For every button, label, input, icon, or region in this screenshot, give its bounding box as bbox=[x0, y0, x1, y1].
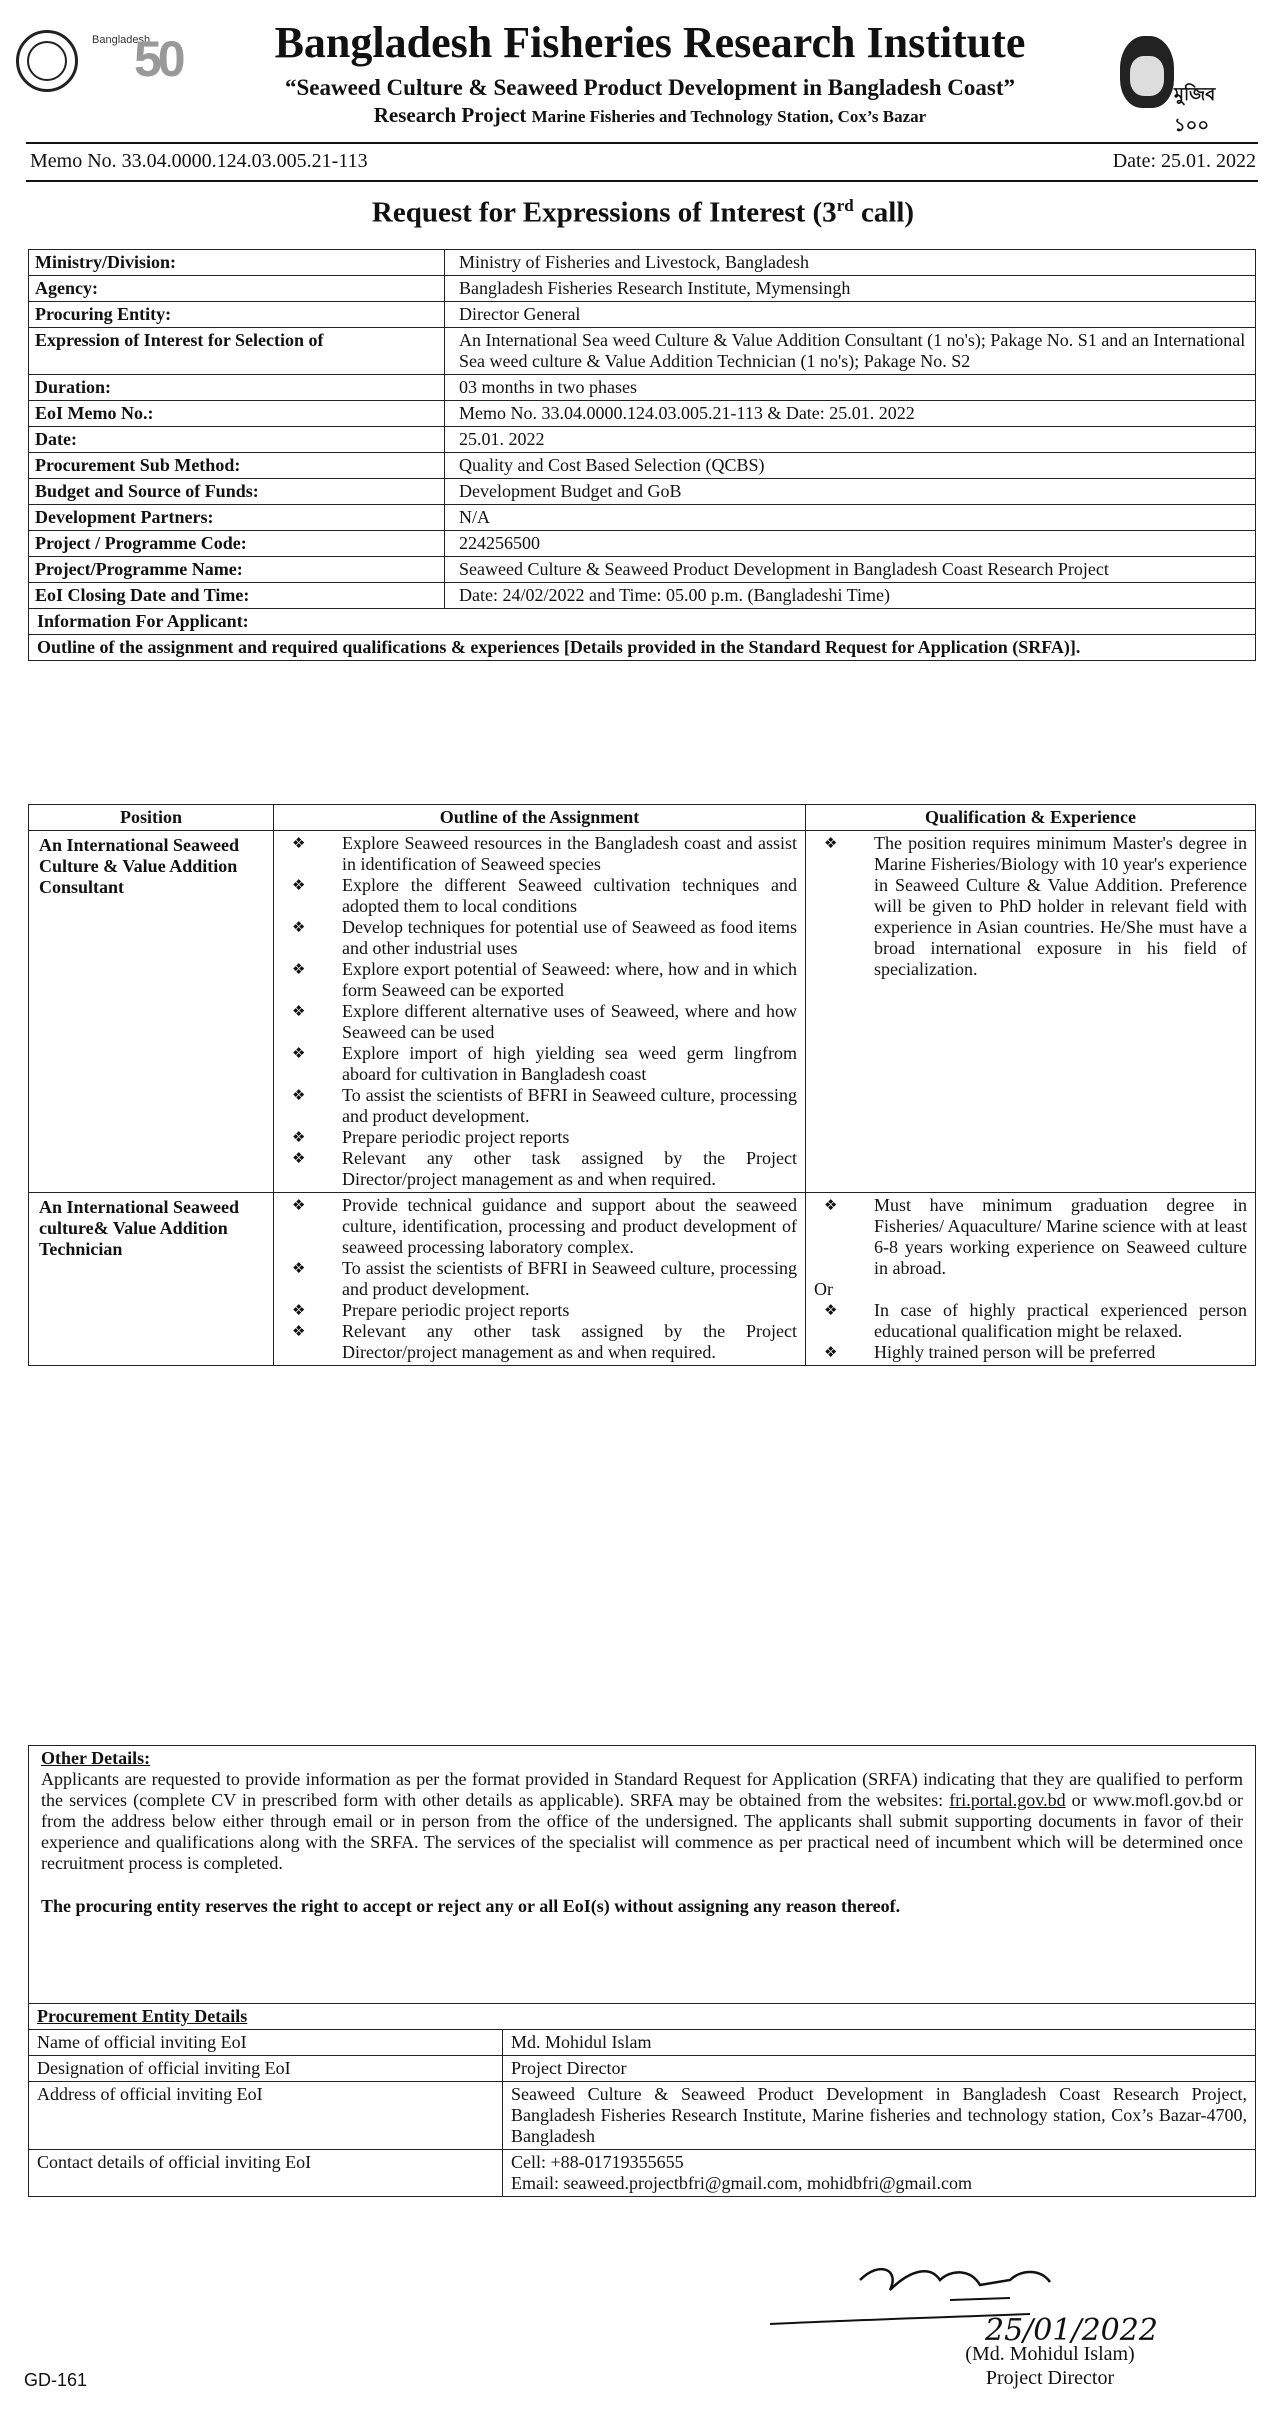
detail-label: Budget and Source of Funds: bbox=[29, 479, 445, 505]
reservation-note: The procuring entity reserves the right to accept or reject any or all EoI(s) without assigning any reason thereof. bbox=[41, 1896, 901, 1916]
detail-label: Project / Programme Code: bbox=[29, 531, 445, 557]
detail-value: Development Budget and GoB bbox=[445, 479, 1256, 505]
detail-value: Ministry of Fisheries and Livestock, Bangladesh bbox=[445, 250, 1256, 276]
bangladesh-50-logo: Bangladesh 50 bbox=[92, 31, 182, 87]
detail-value: N/A bbox=[445, 505, 1256, 531]
detail-label: EoI Closing Date and Time: bbox=[29, 583, 445, 609]
entity-row bbox=[29, 2150, 1256, 2197]
eoi-details-table bbox=[28, 249, 1256, 661]
positions-table bbox=[28, 804, 1256, 1366]
qualification-item: ❖ Highly trained person will be preferred bbox=[814, 1342, 1247, 1363]
outline-item: ❖ To assist the scientists of BFRI in Seaweed culture, processing and product development. bbox=[282, 1258, 797, 1300]
other-details bbox=[28, 1745, 1256, 2003]
entity-row bbox=[29, 2056, 1256, 2082]
project-station: Research Project Marine Fisheries and Technology Station, Cox’s Bazar bbox=[373, 103, 927, 127]
col-outline: Outline of the Assignment bbox=[274, 805, 806, 831]
signatory-designation: Project Director bbox=[985, 2367, 1115, 2389]
memo-date: Date: 25.01. 2022 bbox=[1112, 150, 1256, 172]
entity-value: Project Director bbox=[511, 2058, 627, 2078]
signatory-name: (Md. Mohidul Islam) bbox=[965, 2343, 1135, 2365]
detail-value: Bangladesh Fisheries Research Institute, Mymensingh bbox=[445, 276, 1256, 302]
other-details-heading: Other Details: bbox=[41, 1748, 151, 1768]
col-qualification: Qualification & Experience bbox=[806, 805, 1256, 831]
outline-item: ❖ Explore different alternative uses of Seaweed, where and how Seaweed can be used bbox=[282, 1001, 797, 1043]
outline-item: ❖ Explore import of high yielding sea weed germ lingfrom aboard for cultivation in Bangladesh coast bbox=[282, 1043, 797, 1085]
detail-label: Project/Programme Name: bbox=[29, 557, 445, 583]
outline-item: ❖ Develop techniques for potential use of Seaweed as food items and other industrial uses bbox=[282, 917, 797, 959]
detail-value: 25.01. 2022 bbox=[445, 427, 1256, 453]
outline-item: ❖ Explore export potential of Seaweed: where, how and in which form Seaweed can be exported bbox=[282, 959, 797, 1001]
entity-value-cell bbox=[503, 2082, 1256, 2150]
entity-value: Seaweed Culture & Seaweed Product Development in Bangladesh Coast Research Project, Bangladesh Fisheries Research Institute, Marine fisheries and technology station, Cox’s Bazar-4700, Bangladesh bbox=[511, 2084, 1247, 2146]
detail-value: 03 months in two phases bbox=[445, 375, 1256, 401]
detail-label: Expression of Interest for Selection of bbox=[29, 328, 445, 375]
outline-item: ❖ Explore Seaweed resources in the Bangladesh coast and assist in identification of Seaweed species bbox=[282, 833, 797, 875]
detail-row bbox=[29, 583, 1256, 609]
qualification-cell bbox=[806, 1193, 1256, 1366]
entity-value: Md. Mohidul Islam bbox=[511, 2032, 652, 2052]
detail-row bbox=[29, 453, 1256, 479]
qualification-cell bbox=[806, 831, 1256, 1193]
signature-date: 25/01/2022 bbox=[985, 2313, 1158, 2348]
outline-item: ❖ Provide technical guidance and support about the seaweed culture, identification, processing and product development of seaweed processing laboratory complex. bbox=[282, 1195, 797, 1258]
mujib-100-logo: মুজিব ১০০ bbox=[1118, 32, 1214, 120]
other-details-body: Applicants are requested to provide information as per the format provided in Standard Request for Application (SRFA) indicating that they are qualified to perform the services (complete CV in prescribed form with other details as applicable). SRFA may be obtained from the websites: fri.portal.gov.bd or www.mofl.gov.bd or from the address below either through email or in person from the office of the undersigned. The applicants shall submit supporting documents in favor of their experience and qualifications along with the SRFA. The services of the specialist will commence as per practical need of incumbent which will be determined once recruitment process is completed. bbox=[41, 1769, 1243, 1873]
letterhead bbox=[0, 0, 1286, 140]
procurement-entity-heading: Procurement Entity Details bbox=[29, 2004, 1256, 2030]
bfri-logo bbox=[16, 30, 78, 92]
detail-row bbox=[29, 276, 1256, 302]
entity-row bbox=[29, 2082, 1256, 2150]
detail-row bbox=[29, 531, 1256, 557]
entity-value: Cell: +88-01719355655 bbox=[511, 2152, 684, 2172]
detail-row bbox=[29, 505, 1256, 531]
institute-title: Bangladesh Fisheries Research Institute bbox=[274, 18, 1026, 67]
outline-item: ❖ Prepare periodic project reports bbox=[282, 1300, 797, 1321]
entity-label: Designation of official inviting EoI bbox=[29, 2056, 503, 2082]
memo-rule bbox=[26, 180, 1258, 182]
signatory bbox=[900, 2342, 1200, 2390]
detail-row bbox=[29, 250, 1256, 276]
position-row bbox=[29, 831, 1256, 1193]
procurement-entity-table bbox=[28, 2003, 1256, 2197]
footer-code: GD-161 bbox=[24, 2370, 88, 2390]
detail-row bbox=[29, 302, 1256, 328]
info-applicant-text: Information For Applicant: bbox=[29, 609, 1256, 635]
memo-number: Memo No. 33.04.0000.124.03.005.21-113 bbox=[30, 150, 368, 172]
outline-intro-text: Outline of the assignment and required qualifications & experiences [Details provided in the Standard Request for Application (SRFA)]. bbox=[29, 635, 1256, 661]
detail-label: Duration: bbox=[29, 375, 445, 401]
entity-label: Name of official inviting EoI bbox=[29, 2030, 503, 2056]
detail-label: Development Partners: bbox=[29, 505, 445, 531]
outline-item: ❖ Explore the different Seaweed cultivation techniques and adopted them to local conditions bbox=[282, 875, 797, 917]
qualification-item: ❖ In case of highly practical experienced person educational qualification might be relaxed. bbox=[814, 1300, 1247, 1342]
entity-value-cell bbox=[503, 2030, 1256, 2056]
outline-item: ❖ To assist the scientists of BFRI in Seaweed culture, processing and product development. bbox=[282, 1085, 797, 1127]
qualification-item: ❖ Must have minimum graduation degree in Fisheries/ Aquaculture/ Marine science with at least 6-8 years working experience on Seaweed culture in abroad. bbox=[814, 1195, 1247, 1279]
detail-row bbox=[29, 375, 1256, 401]
detail-value: Date: 24/02/2022 and Time: 05.00 p.m. (Bangladeshi Time) bbox=[445, 583, 1256, 609]
detail-row bbox=[29, 401, 1256, 427]
outline-intro bbox=[29, 635, 1256, 661]
detail-row bbox=[29, 328, 1256, 375]
detail-label: Procuring Entity: bbox=[29, 302, 445, 328]
outline-item: ❖ Prepare periodic project reports bbox=[282, 1127, 797, 1148]
detail-row bbox=[29, 479, 1256, 505]
entity-label: Address of official inviting EoI bbox=[29, 2082, 503, 2150]
position-title: An International Seaweed Culture & Value Addition Consultant bbox=[29, 831, 274, 1193]
detail-label: Agency: bbox=[29, 276, 445, 302]
detail-row bbox=[29, 557, 1256, 583]
page-title: Request for Expressions of Interest (3rd call) bbox=[371, 196, 915, 229]
detail-value: Seaweed Culture & Seaweed Product Development in Bangladesh Coast Research Project bbox=[445, 557, 1256, 583]
srfa-website-link[interactable]: fri.portal.gov.bd bbox=[949, 1790, 1066, 1810]
outline-cell bbox=[274, 1193, 806, 1366]
project-subtitle: “Seaweed Culture & Seaweed Product Development in Bangladesh Coast” bbox=[284, 75, 1016, 100]
detail-label: EoI Memo No.: bbox=[29, 401, 445, 427]
detail-value: An International Sea weed Culture & Value Addition Consultant (1 no's); Pakage No. S1 and an International Sea weed culture & Value Addition Technician (1 no's); Pakage No. S2 bbox=[445, 328, 1256, 375]
outline-cell bbox=[274, 831, 806, 1193]
outline-item: ❖ Relevant any other task assigned by the Project Director/project management as and when required. bbox=[282, 1321, 797, 1363]
entity-label: Contact details of official inviting EoI bbox=[29, 2150, 503, 2197]
detail-label: Ministry/Division: bbox=[29, 250, 445, 276]
outline-item: ❖ Relevant any other task assigned by the Project Director/project management as and when required. bbox=[282, 1148, 797, 1190]
detail-value: Quality and Cost Based Selection (QCBS) bbox=[445, 453, 1256, 479]
detail-row bbox=[29, 427, 1256, 453]
entity-row bbox=[29, 2030, 1256, 2056]
col-position: Position bbox=[29, 805, 274, 831]
position-title: An International Seaweed culture& Value Addition Technician bbox=[29, 1193, 274, 1366]
detail-value: Memo No. 33.04.0000.124.03.005.21-113 & Date: 25.01. 2022 bbox=[445, 401, 1256, 427]
detail-label: Date: bbox=[29, 427, 445, 453]
qualification-item: ❖ The position requires minimum Master's degree in Marine Fisheries/Biology with 10 year's experience in Seaweed Culture & Value Addition. Preference will be given to PhD holder in relevant field with experience in Asian countries. He/She must have a broad international exposure in his field of specialization. bbox=[814, 833, 1247, 980]
header-rule bbox=[26, 142, 1258, 144]
qualification-item: Or bbox=[814, 1279, 833, 1299]
detail-label: Procurement Sub Method: bbox=[29, 453, 445, 479]
entity-value-cell bbox=[503, 2056, 1256, 2082]
entity-value-cell bbox=[503, 2150, 1256, 2197]
position-row bbox=[29, 1193, 1256, 1366]
detail-value: 224256500 bbox=[445, 531, 1256, 557]
info-applicant bbox=[29, 609, 1256, 635]
entity-email: Email: seaweed.projectbfri@gmail.com, mohidbfri@gmail.com bbox=[511, 2173, 973, 2193]
detail-value: Director General bbox=[445, 302, 1256, 328]
